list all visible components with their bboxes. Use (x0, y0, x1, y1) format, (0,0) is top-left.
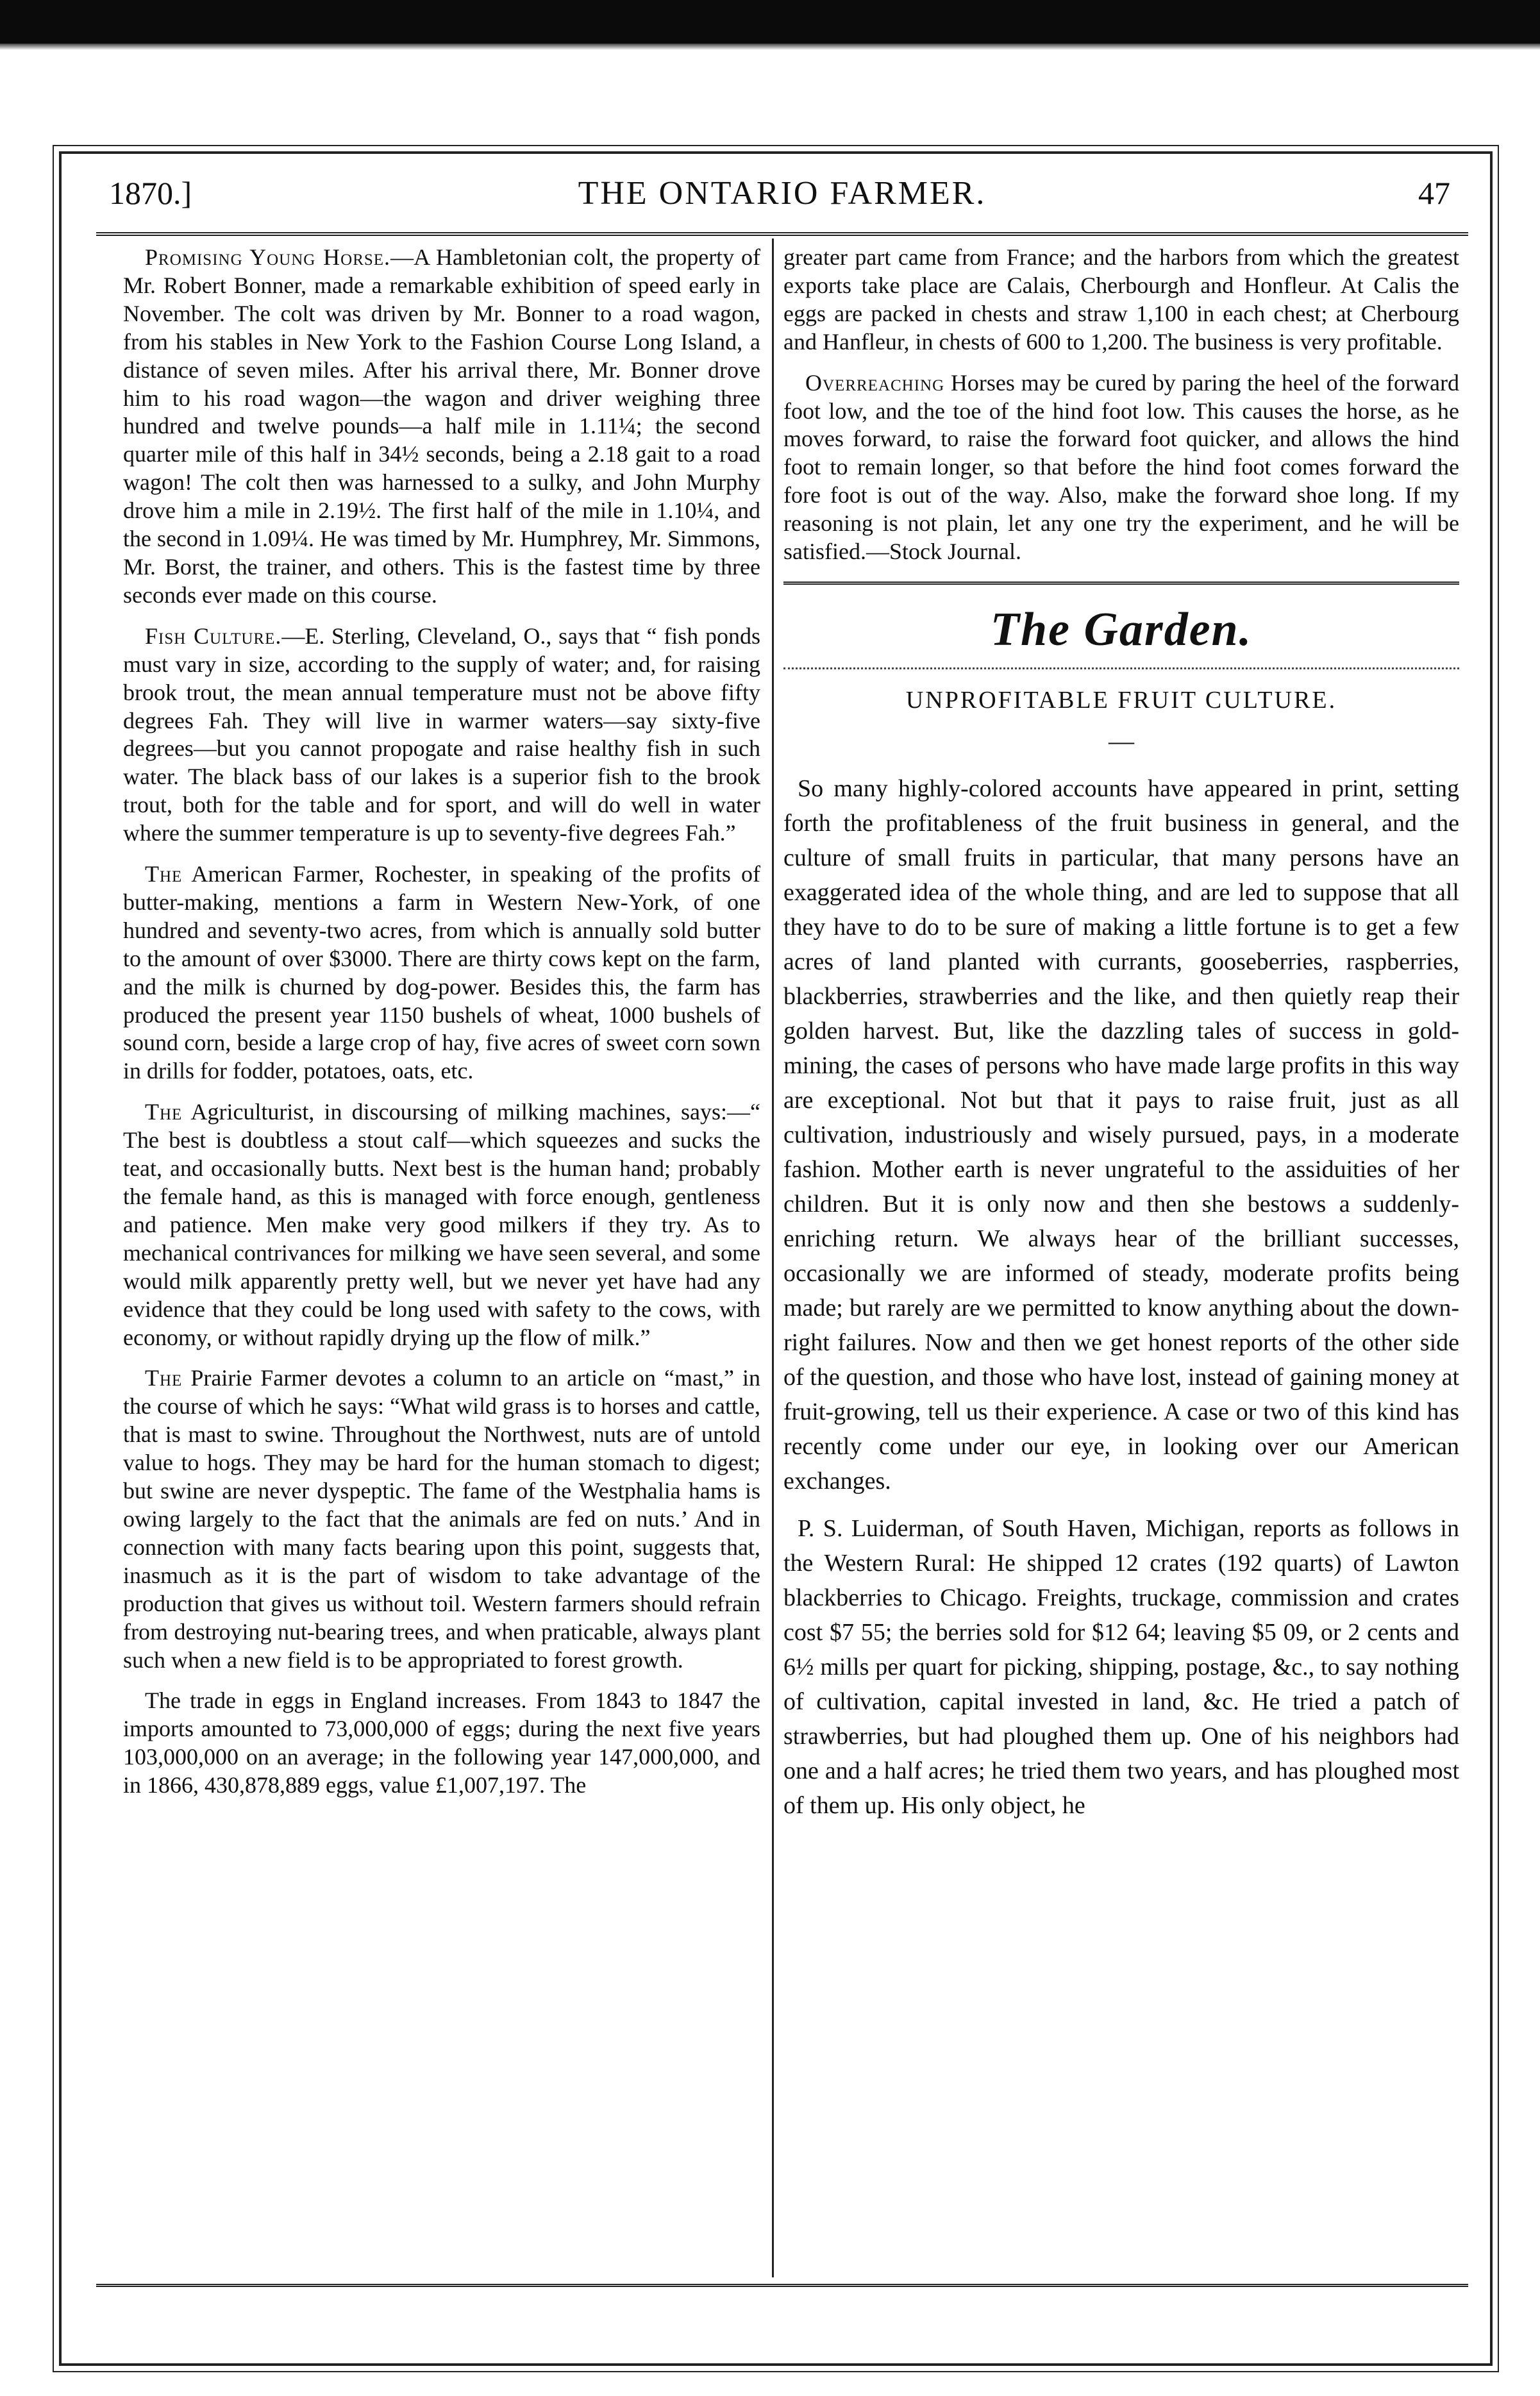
article-lead: The (145, 1365, 183, 1391)
article-lead: The (145, 1099, 183, 1125)
article-milking-machines (123, 1098, 760, 1352)
scan-edge-shadow (0, 44, 1540, 50)
garden-paragraph: So many highly-colored accounts have appeared in print, setting forth the profitableness of the fruit business in general, and the culture of small fruits in particular, that many persons have an exaggerated idea of the whole thing, and are led to suppose that all they have to do to be sure of making a little fortune is to get a few acres of land planted with currants, gooseberries, raspberries, blackberries, strawberries and the like, and then quietly reap their golden harvest. But, like the dazzling tales of success in gold-mining, the cases of persons who have made large profits in this way are exceptional. Not but that it pays to raise fruit, just as all cultivation, industriously and wisely pursued, pays, in a moderate fashion. Mother earth is never ungrateful to the assiduities of her children. But it is only now and then she bestows a suddenly-enriching return. We always hear of the brilliant successes, occasionally we are informed of steady, moderate profits being made; but rarely are we permitted to know anything about the down-right failures. Now and then we get honest reports of the other side of the question, and those who have lost, instead of gaining money at fruit-growing, tell us their experience. A case or two of this kind has recently come under our eye, in looking over our American exchanges. (783, 775, 1459, 1495)
article-mast (123, 1364, 760, 1674)
article-overreaching-horses (783, 369, 1459, 566)
article-lead: Fish Culture. (145, 623, 282, 649)
section-title-garden: The Garden. (990, 603, 1253, 656)
article-body: Agriculturist, in discoursing of milking machines, says:—“ The best is doubtless a stout calf—which squeezes and sucks the teat, and occasionally butts. Next best is the human hand; probably the female hand, as this is managed with force enough, gentleness and patience. Men make very good milkers if they try. As to mechanical contrivances for milking we have seen several, and some would milk apparently pretty well, but we never yet have had any evidence that they could be long used with safety to the cows, with economy, or without rapidly drying up the flow of milk.” (123, 1099, 760, 1350)
article-body: —E. Sterling, Cleveland, O., says that “ fish ponds must vary in size, according to the supply of water; and, for raising brook trout, the mean annual temperature must not be above fifty degrees Fah. They will live in warmer waters—say sixty-five degrees—but you cannot propogate and raise healthy fish in such water. The black bass of our lakes is a superior fish to the brook trout, both for the table and for sport, and will do well in water where the summer temperature is up to seventy-five degrees Fah.” (123, 623, 760, 846)
article-lead: Promising Young Horse. (145, 244, 391, 270)
section-divider (783, 582, 1459, 585)
article-body: —A Hambletonian colt, the property of Mr. Robert Bonner, made a remarkable exhibition of speed early in November. The colt was driven by Mr. Bonner to a road wagon, from his stables in New York to the Fashion Course Long Island, a distance of seven miles. After his arrival there, Mr. Bonner drove him to his road wagon—the wagon and driver weighing three hundred and twelve pounds—a half mile in 1.11¼; the second quarter mile of this half in 34½ seconds, being a 2.18 gait to a road wagon! The colt then was harnessed to a sulky, and John Murphy drove him a mile in 2.19½. The first half of the mile in 1.10¼, and the second in 1.09¼. He was timed by Mr. Humphrey, Mr. Simmons, Mr. Borst, the trainer, and others. This is the fastest time by three seconds ever made on this course. (123, 244, 760, 608)
article-body: greater part came from France; and the harbors from which the greatest exports take place are Calais, Cherbourgh and Honfleur. At Calis the eggs are packed in chests and straw 1,100 in each chest; at Cherbourg and Hanfleur, in chests of 600 to 1,200. The business is very profitable. (783, 244, 1459, 355)
article-body: Horses may be cured by paring the heel of the forward foot low, and the toe of the hind foot low. This causes the horse, as he moves forward, to raise the forward foot quicker, and allows the hind foot to remain longer, so that before the hind foot comes forward the fore foot is out of the way. Also, make the forward shoe long. If my reasoning is not plain, let any one try the experiment, and he will be satisfied.—Stock Journal. (783, 369, 1459, 565)
article-body: The trade in eggs in England increases. From 1843 to 1847 the imports amounted to 73,000,000 of eggs; during the next five years 103,000,000 on an average; in the following year 147,000,000, and in 1866, 430,878,889 eggs, value £1,007,197. The (123, 1688, 760, 1798)
right-column (783, 244, 1459, 2276)
article-promising-young-horse (123, 244, 760, 610)
scan-top-edge (0, 0, 1540, 44)
article-lead: The (145, 861, 183, 887)
article-body: Prairie Farmer devotes a column to an article on “mast,” in the course of which he says: “What wild grass is to horses and cattle, that is mast to swine. Throughout the Northwest, nuts are of untold value to hogs. They may be hard for the human stomach to digest; but swine are never dyspeptic. The fame of the Westphalia hams is owing largely to the fact that the animals are fed on nuts.’ And in connection with many facts bearing upon this point, suggests that, inasmuch as it is the part of wisdom to take advantage of the production that gives us without toil. Western farmers should refrain from destroying nut-bearing trees, and when praticable, always plant such when a new field is to be appropriated to forest growth. (123, 1365, 760, 1673)
garden-article (783, 771, 1459, 1823)
left-column (123, 244, 760, 2276)
article-title: UNPROFITABLE FRUIT CULTURE. (905, 686, 1337, 714)
page-header (96, 168, 1468, 236)
article-body: American Farmer, Rochester, in speaking of the profits of butter-making, mentions a farm in Western New-York, of one hundred and seventy-two acres, from which is annually sold butter to the amount of over $3000. There are thirty cows kept on the farm, and the milk is churned by dog-power. Besides this, the farm has produced the present year 1150 bushels of wheat, 1000 bushels of sound corn, beside a large crop of hay, five acres of sweet corn sown in drills for fodder, potatoes, oats, etc. (123, 861, 760, 1084)
article-butter-making (123, 860, 760, 1085)
article-egg-trade-continued (783, 244, 1459, 356)
article-fish-culture (123, 623, 760, 848)
header-year: 1870.] (109, 175, 192, 211)
column-divider (772, 239, 774, 2277)
article-lead: Overreaching (805, 369, 945, 396)
article-egg-trade (123, 1687, 760, 1800)
page-number: 47 (1418, 175, 1450, 211)
bottom-rule (96, 2284, 1468, 2287)
section-rule (783, 667, 1459, 669)
title-dash: — (1109, 726, 1134, 755)
garden-paragraph: P. S. Luiderman, of South Haven, Michigan, reports as follows in the Western Rural: He shipped 12 crates (192 quarts) of Lawton blackberries to Chicago. Freights, truckage, commission and crates cost $7 55; the berries sold for $12 64; leaving $5 09, or 2 cents and 6½ mills per quart for picking, shipping, postage, &c., to say nothing of cultivation, capital invested in land, &c. He tried a patch of strawberries, but had ploughed them up. One of his neighbors had one and a half acres; he tried them two years, and has ploughed most of them up. His only object, he (783, 1514, 1459, 1819)
publication-title: THE ONTARIO FARMER. (578, 175, 987, 212)
